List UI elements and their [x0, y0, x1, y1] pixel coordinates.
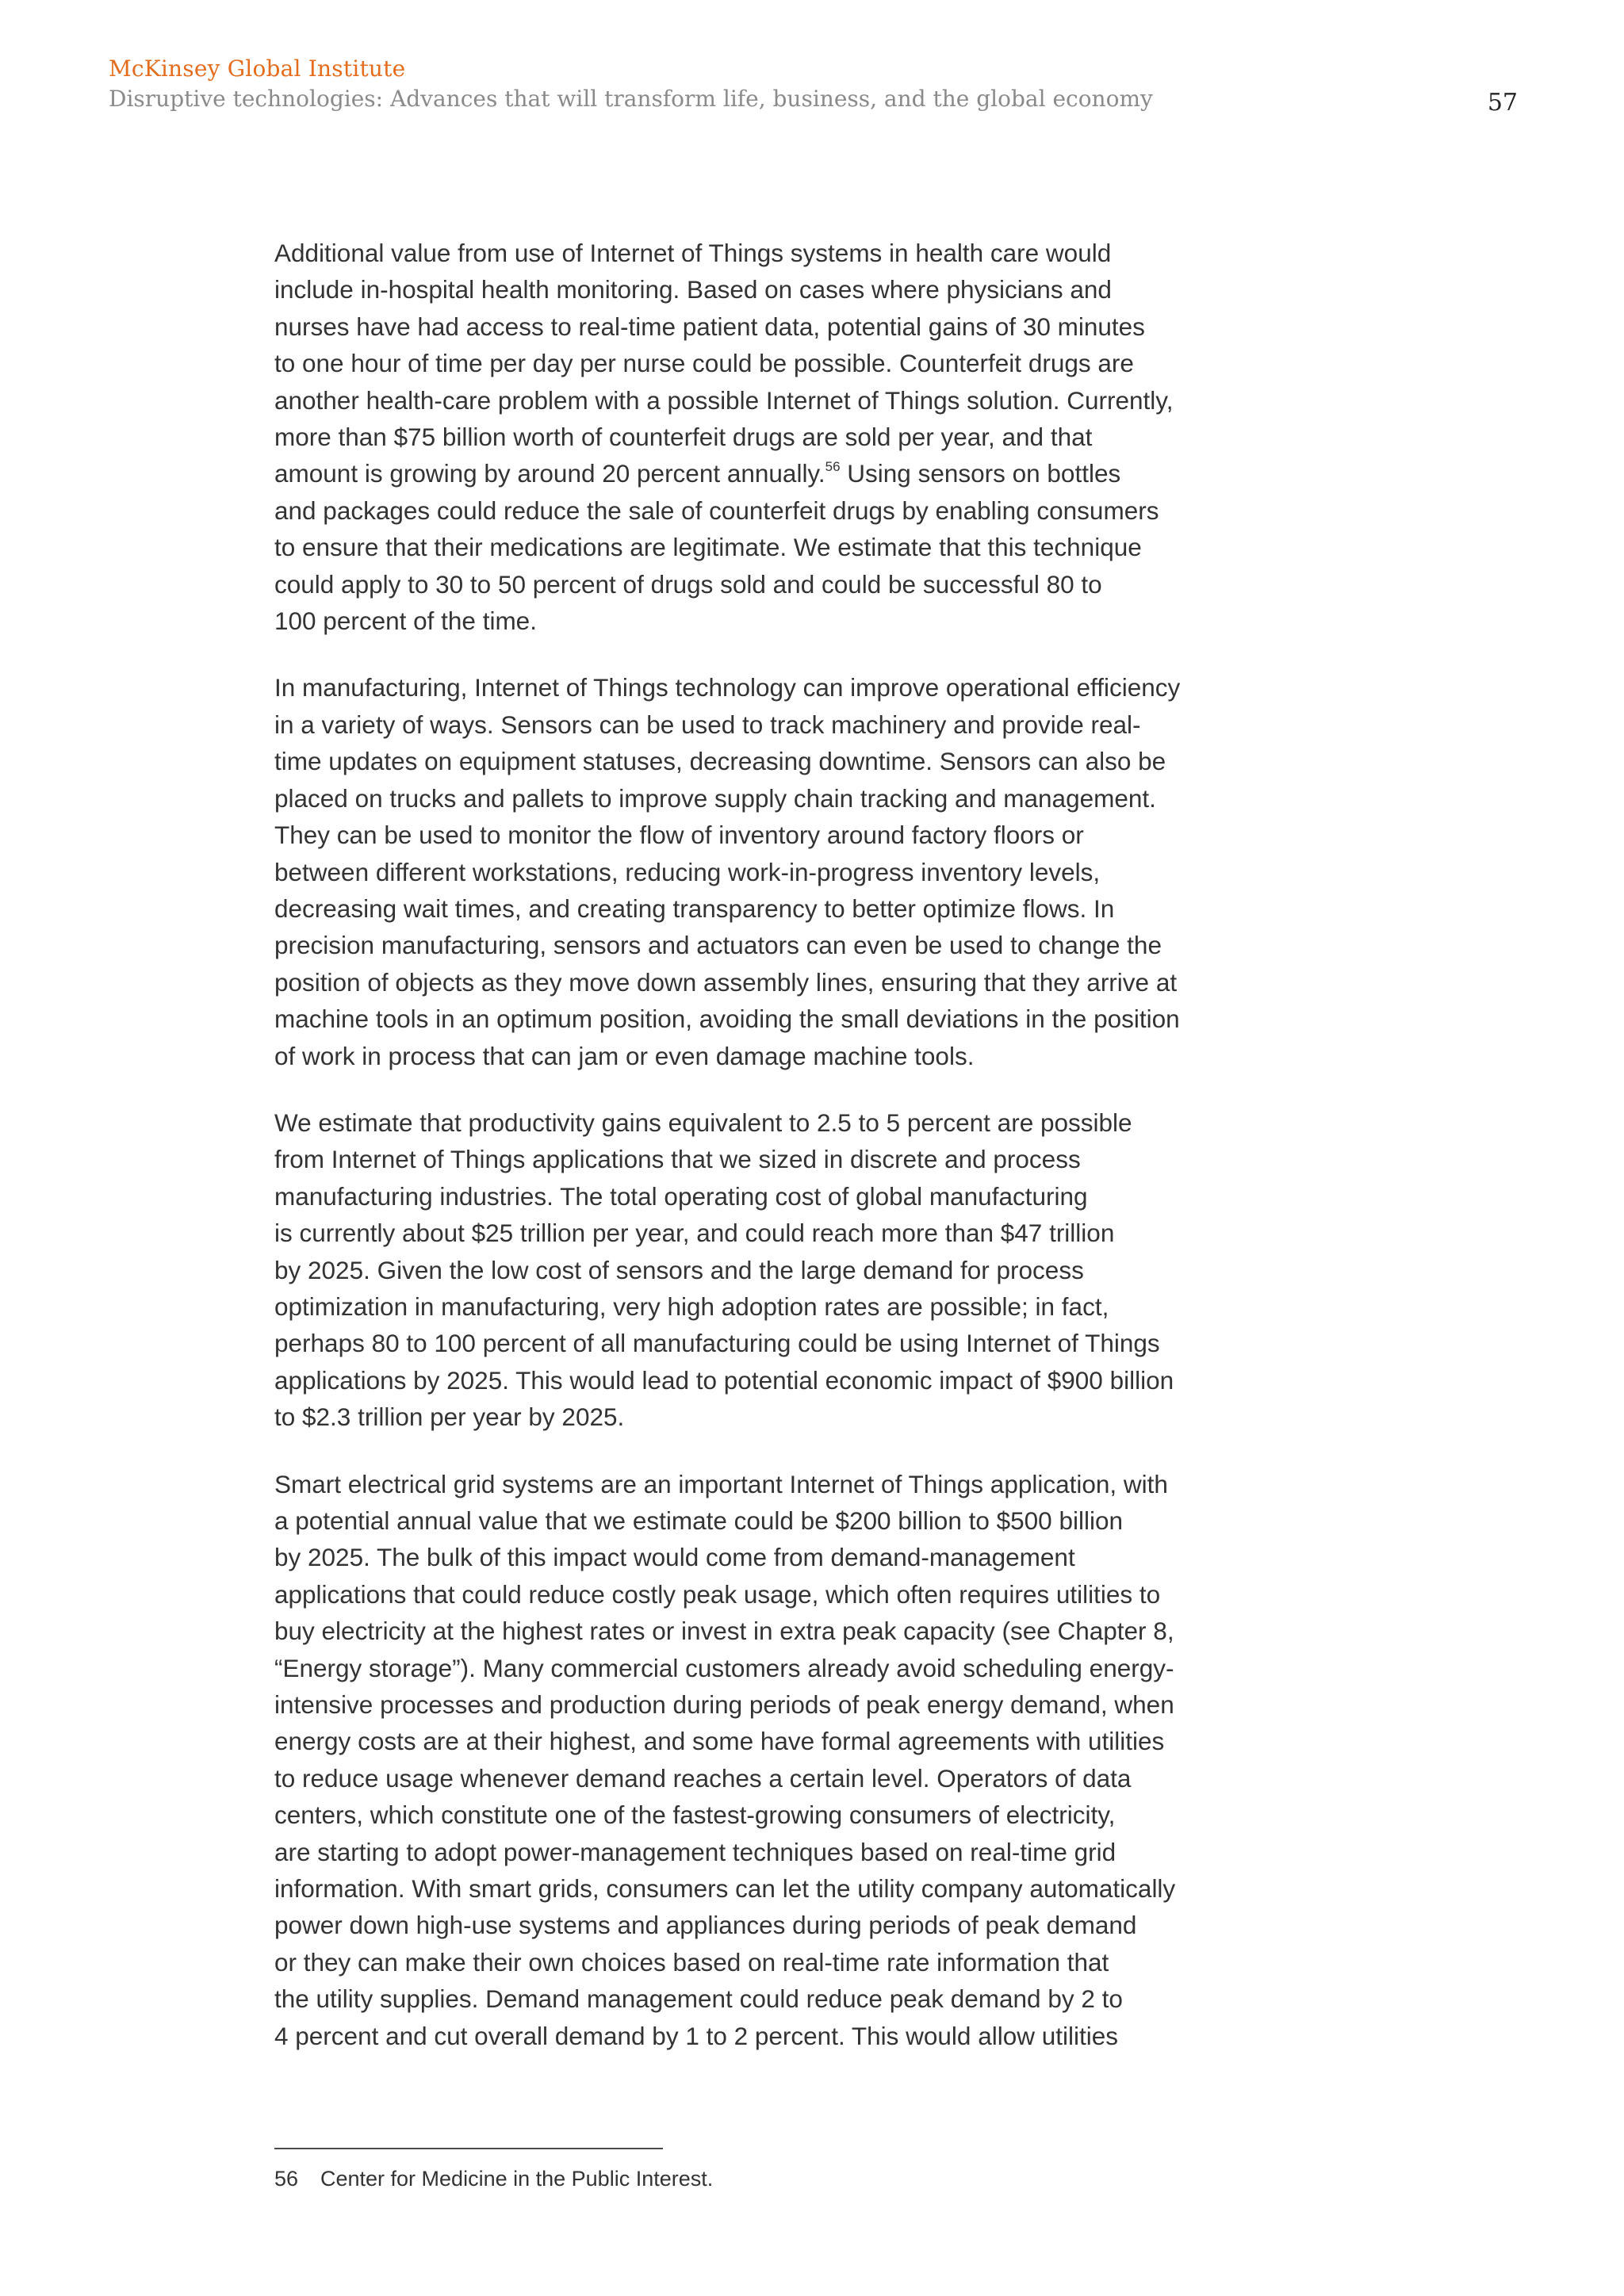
paragraph-productivity — [274, 1104, 1266, 1436]
text-line: placed on trucks and pallets to improve supply chain tracking and management. — [274, 783, 1156, 813]
footnote-divider — [274, 2148, 663, 2149]
text-line: position of objects as they move down assembly lines, ensuring that they arrive at — [274, 967, 1178, 997]
text-line: to ensure that their medications are legitimate. We estimate that this technique — [274, 533, 1142, 562]
footnote-reference[interactable]: 56 — [825, 459, 841, 475]
text-line: from Internet of Things applications that we sized in discrete and process — [274, 1145, 1081, 1174]
text-line: They can be used to monitor the flow of inventory around factory floors or — [274, 821, 1084, 850]
text-line: could apply to 30 to 50 percent of drugs sold and could be successful 80 to — [274, 569, 1102, 599]
header-publisher: McKinsey Global Institute — [109, 55, 406, 82]
text-line: perhaps 80 to 100 percent of all manufacturing could be using Internet of Things — [274, 1329, 1160, 1358]
text-line: another health-care problem with a possible Internet of Things solution. Currently, — [274, 385, 1174, 415]
text-segment: Using sensors on bottles — [840, 459, 1121, 488]
text-line: We estimate that productivity gains equivalent to 2.5 to 5 percent are possible — [274, 1108, 1132, 1137]
text-line: a potential annual value that we estimate could be $200 billion to $500 billion — [274, 1506, 1124, 1535]
text-line: more than $75 billion worth of counterfeit drugs are sold per year, and that — [274, 423, 1093, 452]
text-line: intensive processes and production during periods of peak energy demand, when — [274, 1690, 1174, 1720]
text-line: precision manufacturing, sensors and actuators can even be used to change the — [274, 931, 1162, 960]
text-line: include in-hospital health monitoring. Based on cases where physicians and — [274, 275, 1112, 304]
text-line: of work in process that can jam or even damage machine tools. — [274, 1041, 975, 1070]
text-line: centers, which constitute one of the fastest-growing consumers of electricity, — [274, 1800, 1116, 1830]
text-line: to $2.3 trillion per year by 2025. — [274, 1402, 625, 1432]
text-line: buy electricity at the highest rates or invest in extra peak capacity (see Chapter 8, — [274, 1617, 1174, 1646]
text-line: 4 percent and cut overall demand by 1 to 2 percent. This would allow utilities — [274, 2021, 1119, 2050]
text-line: in a variety of ways. Sensors can be used to track machinery and provide real- — [274, 710, 1141, 739]
text-line: and packages could reduce the sale of counterfeit drugs by enabling consumers — [274, 496, 1159, 525]
body-text — [274, 235, 1266, 2084]
text-line-with-footnote — [274, 455, 1266, 492]
text-line: applications by 2025. This would lead to potential economic impact of $900 billion — [274, 1365, 1174, 1395]
text-line: “Energy storage”). Many commercial customers already avoid scheduling energy- — [274, 1653, 1174, 1682]
text-line: optimization in manufacturing, very high adoption rates are possible; in fact, — [274, 1292, 1109, 1321]
text-line: to reduce usage whenever demand reaches a certain level. Operators of data — [274, 1763, 1132, 1793]
paragraph-health-care — [274, 235, 1266, 639]
text-line: decreasing wait times, and creating transparency to better optimize flows. In — [274, 894, 1115, 923]
text-line: is currently about $25 trillion per year, and could reach more than $47 trillion — [274, 1219, 1115, 1248]
text-line: the utility supplies. Demand management could reduce peak demand by 2 to — [274, 1984, 1123, 2014]
text-line: between different workstations, reducing work-in-progress inventory levels, — [274, 857, 1101, 886]
text-line: information. With smart grids, consumers can let the utility company automatically — [274, 1874, 1176, 1904]
text-line: machine tools in an optimum position, avoiding the small deviations in the position — [274, 1004, 1180, 1034]
footnote-number: 56 — [274, 2167, 299, 2191]
text-line: nurses have had access to real-time patient data, potential gains of 30 minutes — [274, 312, 1145, 341]
text-line: are starting to adopt power-management techniques based on real-time grid — [274, 1837, 1116, 1866]
text-line: power down high-use systems and appliances during periods of peak demand — [274, 1911, 1137, 1940]
text-line: Additional value from use of Internet of Things systems in health care would — [274, 239, 1112, 267]
footnote — [274, 2167, 713, 2191]
header-subtitle: Disruptive technologies: Advances that will transform life, business, and the global economy — [109, 86, 1153, 112]
text-segment: amount is growing by around 20 percent annually. — [274, 459, 825, 488]
page-number: 57 — [1487, 89, 1518, 117]
text-line: manufacturing industries. The total operating cost of global manufacturing — [274, 1181, 1088, 1211]
text-line: applications that could reduce costly peak usage, which often requires utilities to — [274, 1579, 1161, 1609]
text-line: 100 percent of the time. — [274, 607, 537, 636]
paragraph-smart-grid — [274, 1466, 1266, 2055]
text-line: In manufacturing, Internet of Things technology can improve operational efficiency — [274, 673, 1181, 702]
text-line: energy costs are at their highest, and some have formal agreements with utilities — [274, 1727, 1165, 1756]
text-line: or they can make their own choices based on real-time rate information that — [274, 1947, 1109, 1976]
text-line: by 2025. Given the low cost of sensors and the large demand for process — [274, 1255, 1084, 1284]
paragraph-manufacturing — [274, 669, 1266, 1073]
footnote-text: Center for Medicine in the Public Interest. — [320, 2167, 714, 2191]
text-line: to one hour of time per day per nurse could be possible. Counterfeit drugs are — [274, 349, 1134, 378]
text-line: Smart electrical grid systems are an important Internet of Things application, with — [274, 1469, 1168, 1498]
text-line: by 2025. The bulk of this impact would come from demand-management — [274, 1543, 1075, 1572]
text-line: time updates on equipment statuses, decreasing downtime. Sensors can also be — [274, 747, 1166, 776]
